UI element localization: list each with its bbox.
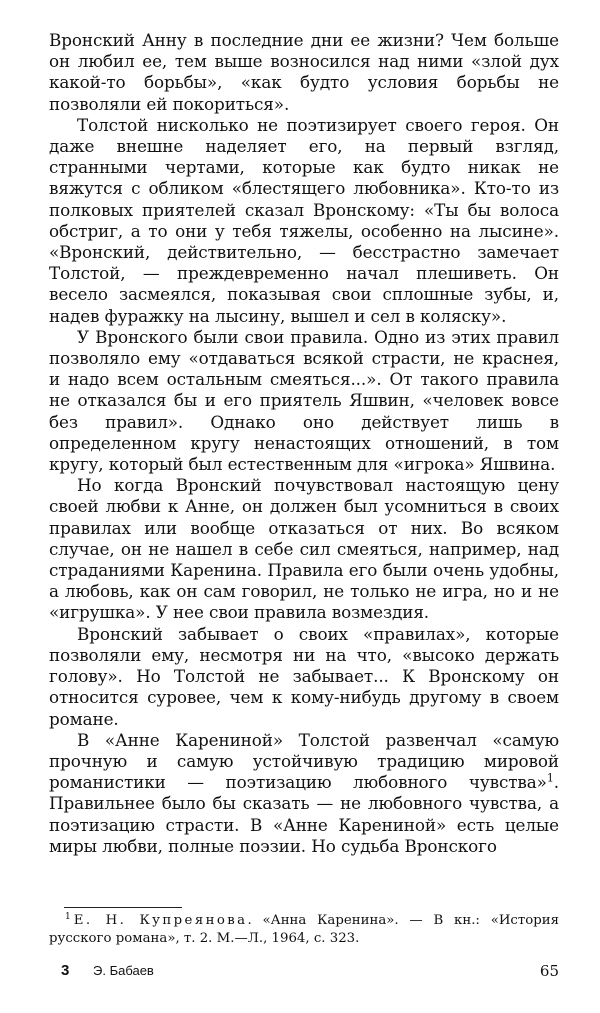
signature-author: Э. Бабаев	[93, 963, 154, 978]
paragraph-2: Толстой нисколько не поэтизирует своего героя. Он даже внешне наделяет его, на первый взгляд, странными чертами, которые как будто никак не вяжутся с обликом «блестящего любовника». Кто-то из полковых приятелей сказал Вронскому: «Ты бы волоса обстриг, а то они у тебя тяжелы, особенно на лысине». «Вронский, действительно, — бесстрастно замечает Толстой, — преждевременно начал плешиветь. Он весело засмеялся, показывая свои сплошные зубы, и, надев фуражку на лысину, вышел и сел в коляску».	[49, 114, 559, 326]
footnote-reference[interactable]: 1	[546, 771, 554, 785]
page-number: 65	[539, 962, 559, 980]
paragraph-4: Но когда Вронский почувствовал настоящую цену своей любви к Анне, он должен был усомниться в своих правилах или вообще отказаться от них. Во всяком случае, он не нашел в себе сил смеяться, например, над страданиями Каренина. Правила его были очень удобны, а любовь, как он сам говорил, не только не игра, но и не «игрушка». У нее свои правила возмездия.	[49, 475, 559, 623]
footnote	[49, 912, 559, 947]
footnote-author: Е. Н. Купреянова	[73, 913, 248, 928]
footnote-number: 1	[65, 911, 71, 922]
paragraph-3: У Вронского были свои правила. Одно из этих правил позволяло ему «отдаваться всякой страсти, не краснея, и надо всем остальным смеяться...». От такого правила не отказался бы и его приятель Яшвин, «человек вовсе без правил». Однако оно действует лишь в определенном кругу ненастоящих отношений, в том кругу, который был естественным для «игрока» Яшвина.	[49, 326, 559, 475]
page-footer	[49, 962, 559, 986]
paragraph-6-end: . Правильнее было бы сказать — не любовного чувства, а поэтизацию страсти. В «Анне Карениной» есть целые миры любви, полные поэзии. Но судьба Вронского	[49, 772, 559, 856]
footnote-divider	[64, 907, 182, 908]
paragraph-6-start: В «Анне Карениной» Толстой развенчал «самую прочную и самую устойчивую традицию мировой романистики — поэтизацию любовного чувства»	[49, 729, 559, 793]
main-text	[49, 30, 559, 857]
footnote-text: . «Анна Каренина». — В кн.: «История русского романа», т. 2. М.—Л., 1964, с. 323.	[49, 913, 559, 946]
paragraph-1: Вронский Анну в последние дни ее жизни? Чем больше он любил ее, тем выше возносился над ними «злой дух какой-то борьбы», «как будто условия борьбы не позволяли ей покориться».	[49, 30, 559, 114]
paragraph-6	[49, 730, 559, 857]
signature-number: 3	[61, 962, 70, 979]
paragraph-5: Вронский забывает о своих «правилах», которые позволяли ему, несмотря ни на что, «высоко держать голову». Но Толстой не забывает... К Вронскому он относится суровее, чем к кому-нибудь другому в своем романе.	[49, 623, 559, 729]
